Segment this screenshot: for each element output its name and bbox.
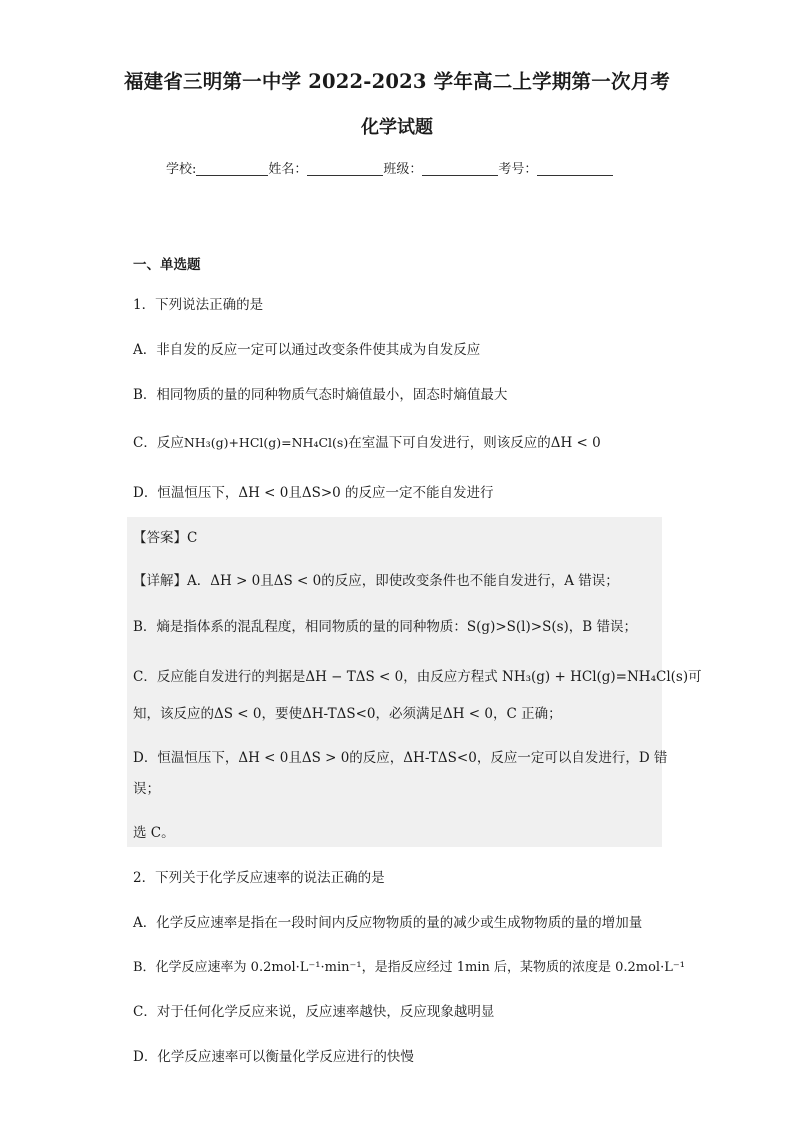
class-label: 班级： [383, 162, 423, 177]
name-field[interactable] [307, 161, 383, 176]
exam-no-label: 考号： [498, 162, 538, 177]
q1-option-c-prefix: C．反应 [133, 435, 184, 451]
detail-d-line2: 误； [133, 781, 160, 797]
school-field[interactable] [196, 161, 268, 176]
detail-a: 【详解】A．ΔH > 0且ΔS < 0的反应，即使改变条件也不能自发进行，A 错误； [133, 573, 619, 589]
q1-option-b: B．相同物质的量的同种物质气态时熵值最小，固态时熵值最大 [133, 387, 508, 403]
exam-no-field[interactable] [537, 161, 613, 176]
name-label: 姓名： [268, 162, 308, 177]
q2-option-a: A．化学反应速率是指在一段时间内反应物物质的量的减少或生成物物质的量的增加量 [133, 915, 643, 931]
q1-option-a: A．非自发的反应一定可以通过改变条件使其成为自发反应 [133, 342, 481, 358]
answer-label: 【答案】C [133, 530, 198, 546]
detail-b: B．熵是指体系的混乱程度，相同物质的量的同种物质：S(g)>S(l)>S(s)，B 错误； [133, 619, 637, 635]
q1-option-c [133, 431, 601, 451]
exam-title: 福建省三明第一中学 2022-2023 学年高二上学期第一次月考 [123, 70, 671, 93]
q1-option-d: D．恒温恒压下，ΔH < 0且ΔS>0 的反应一定不能自发进行 [133, 485, 494, 501]
student-info-line [166, 158, 613, 177]
section-heading: 一、单选题 [133, 257, 201, 273]
q1-option-c-formula: NH₃(g)+HCl(g)=NH₄Cl(s) [183, 435, 349, 450]
answer-conclusion: 选 C。 [133, 825, 175, 841]
q1-option-c-suffix: 在室温下可自发进行，则该反应的ΔH < 0 [348, 435, 601, 451]
q2-option-c: C．对于任何化学反应来说，反应速率越快，反应现象越明显 [133, 1004, 495, 1020]
q1-stem: 1．下列说法正确的是 [133, 297, 264, 313]
detail-c-line1: C．反应能自发进行的判据是ΔH − TΔS < 0，由反应方程式 NH₃(g) + HCl(g)=NH₄Cl(s)可 [133, 669, 702, 685]
detail-d-line1: D．恒温恒压下，ΔH < 0且ΔS > 0的反应，ΔH-TΔS<0，反应一定可以自发进行，D 错 [133, 750, 668, 766]
school-label: 学校: [166, 162, 197, 177]
class-field[interactable] [422, 161, 498, 176]
q2-option-b: B．化学反应速率为 0.2mol·L⁻¹·min⁻¹，是指反应经过 1min 后，某物质的浓度是 0.2mol·L⁻¹ [133, 960, 685, 975]
detail-c-line2: 知，该反应的ΔS < 0，要使ΔH-TΔS<0，必须满足ΔH < 0，C 正确； [133, 706, 562, 722]
q2-option-d: D．化学反应速率可以衡量化学反应进行的快慢 [133, 1049, 414, 1065]
q2-stem: 2．下列关于化学反应速率的说法正确的是 [133, 870, 385, 886]
exam-subtitle: 化学试题 [361, 117, 433, 138]
